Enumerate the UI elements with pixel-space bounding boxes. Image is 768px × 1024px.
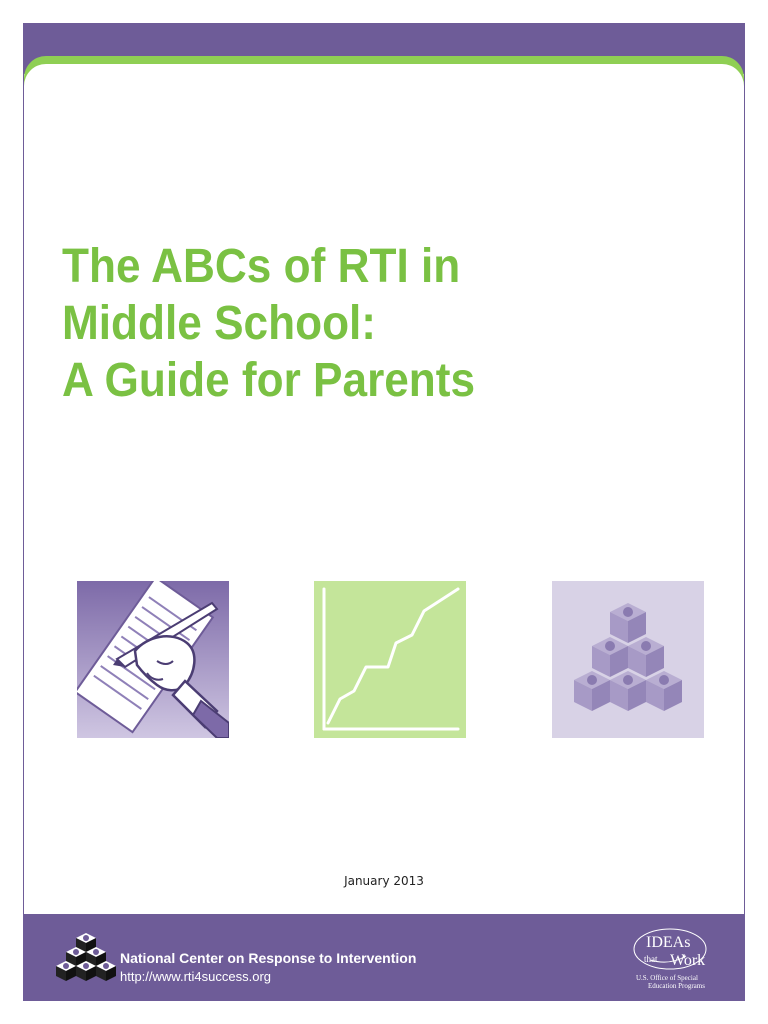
document-title <box>62 238 475 409</box>
document-page <box>23 23 745 1001</box>
title-line-2: Middle School: <box>62 297 377 350</box>
footer-band <box>24 914 744 1000</box>
rti-blocks-logo-icon <box>54 929 118 989</box>
ideas-logo-sub2: Education Programs <box>648 982 705 990</box>
ideas-logo-work: Work <box>670 952 706 969</box>
top-white-curve <box>24 64 744 104</box>
stacked-blocks-icon <box>552 581 704 738</box>
organization-name: National Center on Response to Intervention <box>120 950 417 966</box>
publication-date: January 2013 <box>344 874 424 888</box>
growth-line-chart-icon <box>314 581 466 738</box>
ideas-that-work-logo <box>628 924 718 998</box>
organization-url[interactable]: http://www.rti4success.org <box>120 969 271 984</box>
ideas-logo-line1: IDEAs <box>646 934 691 951</box>
title-line-1: The ABCs of RTI in <box>62 240 461 293</box>
ideas-logo-that: that <box>644 954 658 964</box>
title-line-3: A Guide for Parents <box>62 354 476 407</box>
ideas-logo-sub1: U.S. Office of Special <box>636 974 698 982</box>
hand-writing-icon <box>77 581 229 738</box>
